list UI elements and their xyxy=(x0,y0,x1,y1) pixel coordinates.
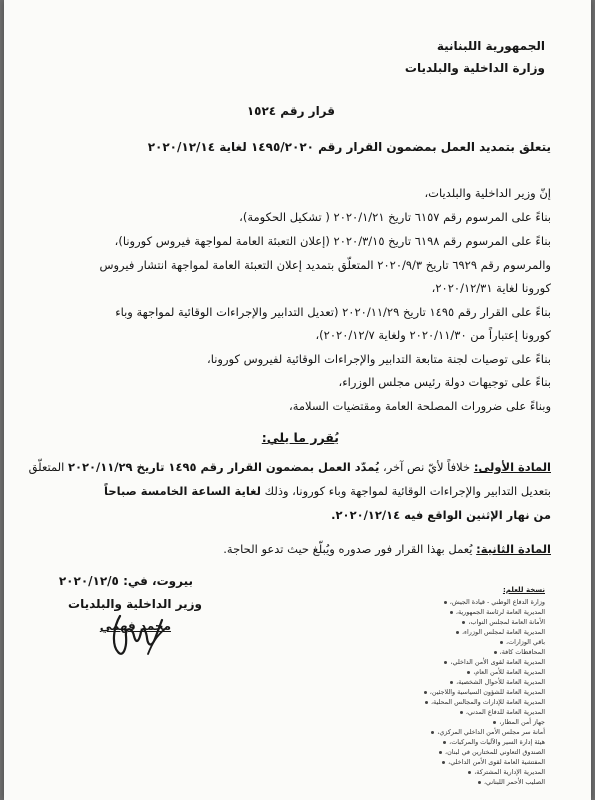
preamble-line: بناءً على المرسوم رقم ٦١٩٨ تاريخ ٢٠٢٠/٣/١٥ (إعلان التعبئة العامة لمواجهة فيروس كورونا)، xyxy=(114,234,551,248)
republic-heading: الجمهورية اللبنانية xyxy=(436,39,545,53)
distribution-title: نسخة للعلم: xyxy=(502,586,545,594)
decision-number: قرار رقم ١٥٢٤ xyxy=(246,104,335,118)
preamble-line: كورونا إعتباراً من ٢٠٢٠/١١/٣٠ ولغاية ٢٠٢٠/١٢/٧)، xyxy=(315,328,551,342)
distribution-item: المديرية العامة للأمن العام، xyxy=(467,668,545,676)
preamble-line: بناءً على القرار رقم ١٤٩٥ تاريخ ٢٠٢٠/١١/٢٩ (تعديل التدابير والإجراءات الوقائية لمواجهة وباء xyxy=(115,305,551,319)
decision-subject: يتعلق بتمديد العمل بمضمون القرار رقم ١٤٩٥/٢٠٢٠ لغاية ٢٠٢٠/١٢/١٤ xyxy=(147,140,551,154)
distribution-item: المديرية الإدارية المشتركة، xyxy=(468,768,545,776)
ministry-heading: وزارة الداخلية والبلديات xyxy=(404,61,545,75)
preamble-line: بناءً على المرسوم رقم ٦١٥٧ تاريخ ٢٠٢٠/١/٢١ ( تشكيل الحكومة)، xyxy=(239,210,551,224)
decision-document xyxy=(4,0,591,800)
distribution-item: المديرية العامة لرئاسة الجمهورية، xyxy=(450,608,545,616)
article-1-bold-2: لغاية الساعة الخامسة صباحاً xyxy=(104,484,261,498)
signature-name: محمد فهمي xyxy=(99,619,171,633)
distribution-item: المديرية العامة لقوى الأمن الداخلي، xyxy=(444,658,545,666)
preamble-line: والمرسوم رقم ٦٩٢٩ تاريخ ٢٠٢٠/٩/٣ المتعلّق بتمديد إعلان التعبئة العامة لمواجهة انتشار فيروس xyxy=(99,258,551,272)
article-2-text: يُعمل بهذا القرار فور صدوره ويُبلّغ حيث تدعو الحاجة. xyxy=(223,542,477,556)
article-1-text: خلافاً لأيّ نص آخر، xyxy=(379,460,474,474)
article-2-label: المادة الثانية: xyxy=(476,542,551,556)
handwritten-signature xyxy=(96,606,176,662)
signature-place-date: بيروت، في: ٢٠٢٠/١٢/٥ xyxy=(58,574,193,588)
distribution-item: جهاز أمن المطار، xyxy=(493,718,545,726)
article-1-end: المتعلّق xyxy=(28,460,68,474)
distribution-item: المديرية العامة للإدارات والمجالس المحلية، xyxy=(425,698,545,706)
article-1-line-2 xyxy=(104,484,551,498)
distribution-item: وزارة الدفاع الوطني - قيادة الجيش، xyxy=(444,598,545,606)
preamble-line: كورونا لغاية ٢٠٢٠/١٢/٣١، xyxy=(431,281,551,295)
article-1-bold: يُمدّد العمل بمضمون القرار رقم ١٤٩٥ تاريخ ٢٠٢٠/١١/٢٩ xyxy=(67,460,380,474)
distribution-item: هيئة إدارة السير والآليات والمركبات، xyxy=(443,738,545,746)
distribution-item: المديرية العامة للأحوال الشخصية، xyxy=(450,678,545,686)
article-1-line-3: من نهار الإثنين الواقع فيه ٢٠٢٠/١٢/١٤. xyxy=(331,508,551,522)
distribution-item: الصليب الأحمر اللبناني، xyxy=(478,778,545,786)
article-1-label: المادة الأولى: xyxy=(473,460,551,474)
distribution-item: الأمانة العامة لمجلس النواب، xyxy=(462,618,545,626)
distribution-item: المديرية العامة للشؤون السياسية واللاجئين، xyxy=(424,688,545,696)
preamble-line: بناءً على توجيهات دولة رئيس مجلس الوزراء، xyxy=(338,375,551,389)
article-1-line-1 xyxy=(29,460,551,474)
distribution-item: المديرية العامة لمجلس الوزراء، xyxy=(456,628,545,636)
signature-title: وزير الداخلية والبلديات xyxy=(68,597,202,611)
distribution-item: المحافظات كافة، xyxy=(494,648,545,656)
distribution-item: الصندوق التعاوني للمختارين في لبنان، xyxy=(439,748,545,756)
preamble-line: إنّ وزير الداخلية والبلديات، xyxy=(424,186,551,200)
decides-heading: يُقرر ما يلي: xyxy=(261,430,339,445)
distribution-item: أمانة سر مجلس الأمن الداخلي المركزي، xyxy=(431,728,545,736)
distribution-item: باقي الوزارات، xyxy=(500,638,545,646)
distribution-item: المديرية العامة للدفاع المدني، xyxy=(460,708,545,716)
preamble-line: وبناءً على ضرورات المصلحة العامة ومقتضيات السلامة، xyxy=(289,399,551,413)
preamble-line: بناءً على توصيات لجنة متابعة التدابير والإجراءات الوقائية لفيروس كورونا، xyxy=(206,352,551,366)
article-2-line xyxy=(223,542,551,556)
article-1-text-2: بتعديل التدابير والإجراءات الوقائية لمواجهة وباء كورونا، وذلك xyxy=(260,484,551,498)
distribution-item: المفتشية العامة لقوى الأمن الداخلي، xyxy=(442,758,545,766)
